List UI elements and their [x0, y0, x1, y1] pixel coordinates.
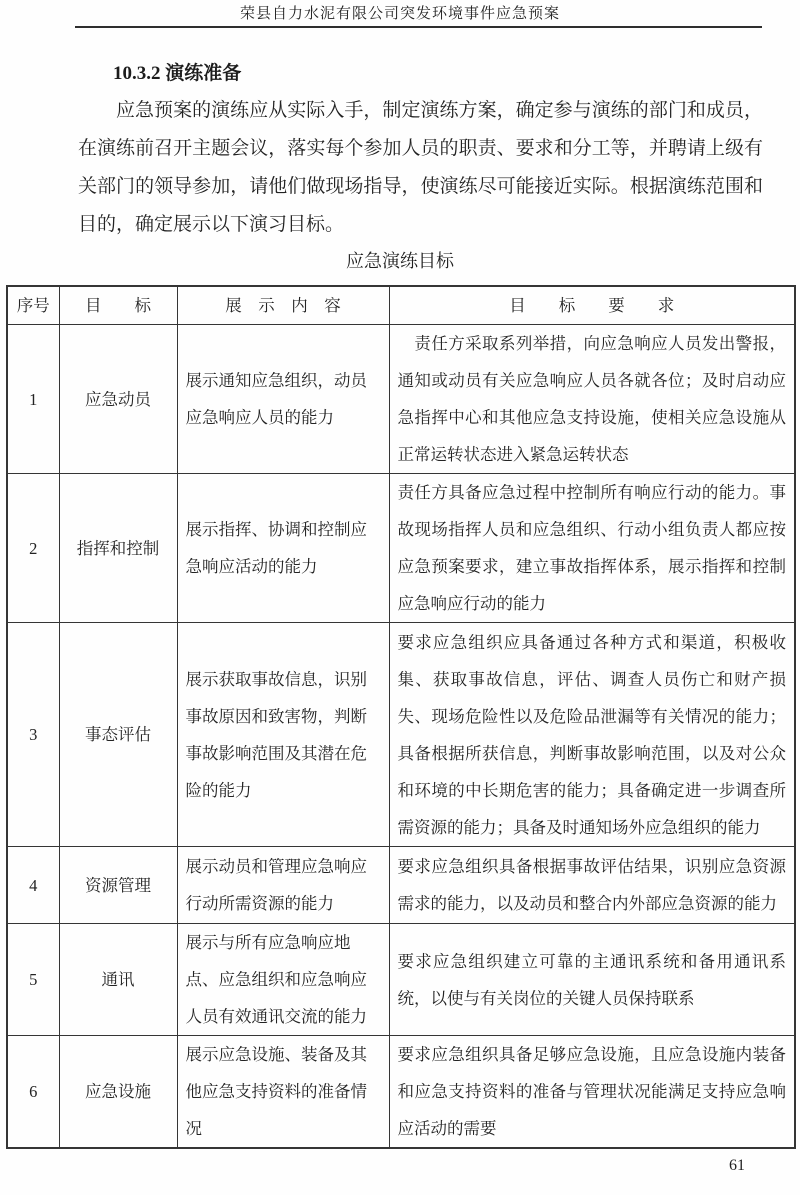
- column-header-content: 展 示 内 容: [177, 286, 389, 325]
- cell-requirement: 责任方具备应急过程中控制所有响应行动的能力。事故现场指挥人员和应急组织、行动小组负责人都应按应急预案要求，建立事故指挥体系，展示指挥和控制应急响应行动的能力: [389, 474, 795, 623]
- table-row: [7, 924, 795, 1036]
- section-heading: 10.3.2 演练准备: [113, 63, 242, 84]
- cell-seq: 2: [7, 474, 59, 623]
- cell-seq: 3: [7, 623, 59, 847]
- cell-target: 资源管理: [59, 847, 177, 924]
- page-number: 61: [729, 1157, 745, 1174]
- column-header-requirement: 目 标 要 求: [389, 286, 795, 325]
- table-row: [7, 623, 795, 847]
- table-row: [7, 1036, 795, 1149]
- cell-content: 展示获取事故信息，识别事故原因和致害物，判断事故影响范围及其潜在危险的能力: [177, 623, 389, 847]
- cell-content: 展示与所有应急响应地点、应急组织和应急响应人员有效通讯交流的能力: [177, 924, 389, 1036]
- cell-target: 应急设施: [59, 1036, 177, 1149]
- cell-seq: 5: [7, 924, 59, 1036]
- document-header-title: 荣县自力水泥有限公司突发环境事件应急预案: [239, 6, 560, 22]
- table-header-row: [7, 286, 795, 325]
- cell-requirement: 要求应急组织应具备通过各种方式和渠道，积极收集、获取事故信息，评估、调查人员伤亡和财产损失、现场危险性以及危险品泄漏等有关情况的能力；具备根据所获信息，判断事故影响范围，以及对公众和环境的中长期危害的能力；具备确定进一步调查所需资源的能力；具备及时通知场外应急组织的能力: [389, 623, 795, 847]
- cell-target: 通讯: [59, 924, 177, 1036]
- table-row: [7, 325, 795, 474]
- column-header-seq: 序号: [7, 286, 59, 325]
- cell-requirement: 要求应急组织具备足够应急设施，且应急设施内装备和应急支持资料的准备与管理状况能满足支持应急响应活动的需要: [389, 1036, 795, 1149]
- cell-requirement: 要求应急组织具备根据事故评估结果，识别应急资源需求的能力，以及动员和整合内外部应急资源的能力: [389, 847, 795, 924]
- cell-requirement: 责任方采取系列举措，向应急响应人员发出警报，通知或动员有关应急响应人员各就各位；及时启动应急指挥中心和其他应急支持设施，使相关应急设施从正常运转状态进入紧急运转状态: [389, 325, 795, 474]
- cell-requirement: 要求应急组织建立可靠的主通讯系统和备用通讯系统，以使与有关岗位的关键人员保持联系: [389, 924, 795, 1036]
- cell-content: 展示动员和管理应急响应行动所需资源的能力: [177, 847, 389, 924]
- column-header-target: 目 标: [59, 286, 177, 325]
- table-row: [7, 847, 795, 924]
- table-row: [7, 474, 795, 623]
- cell-seq: 4: [7, 847, 59, 924]
- cell-target: 指挥和控制: [59, 474, 177, 623]
- drill-goals-table: [6, 285, 796, 1149]
- cell-content: 展示指挥、协调和控制应急响应活动的能力: [177, 474, 389, 623]
- cell-seq: 6: [7, 1036, 59, 1149]
- body-paragraph: 应急预案的演练应从实际入手，制定演练方案，确定参与演练的部门和成员，在演练前召开主题会议，落实每个参加人员的职责、要求和分工等，并聘请上级有关部门的领导参加，请他们做现场指导，使演练尽可能接近实际。根据演练范围和目的，确定展示以下演习目标。: [78, 100, 763, 235]
- cell-seq: 1: [7, 325, 59, 474]
- table-caption: 应急演练目标: [346, 251, 454, 271]
- cell-content: 展示应急设施、装备及其他应急支持资料的准备情况: [177, 1036, 389, 1149]
- cell-target: 应急动员: [59, 325, 177, 474]
- cell-target: 事态评估: [59, 623, 177, 847]
- header-divider: [75, 26, 762, 28]
- cell-content: 展示通知应急组织，动员应急响应人员的能力: [177, 325, 389, 474]
